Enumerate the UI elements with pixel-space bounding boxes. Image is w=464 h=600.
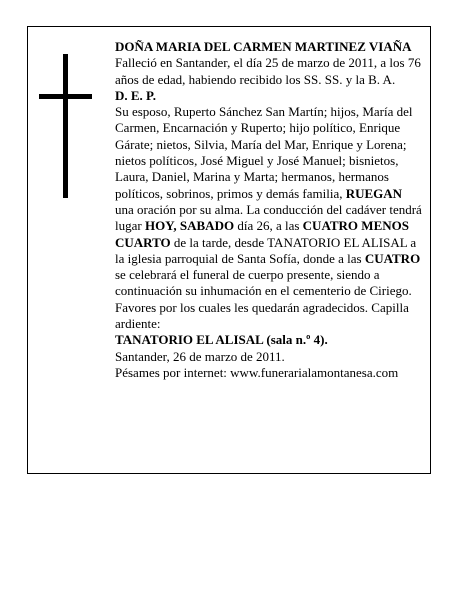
day-text: día 26, a las [234, 218, 303, 234]
hoy-sabado-text: HOY, SABADO [144, 218, 235, 234]
dep-text: D. E. P. [115, 87, 157, 103]
death-announcement: Falleció en Santander, el día 25 de marzo de 2011, a los 76 años de edad, habiendo recibido los SS. SS. y la B. A. [115, 55, 421, 87]
family-paragraph [115, 104, 423, 332]
prayer-text: una oración por su alma. La conducción del cadáver tendrá lugar [115, 201, 422, 234]
condolences-line: Pésames por internet: www.funerarialamontanesa.com [115, 364, 399, 380]
chapel-text: TANATORIO EL ALISAL (sala n.º 4). [115, 332, 328, 348]
date-line: Santander, 26 de marzo de 2011. [115, 348, 285, 364]
notice-text [115, 39, 423, 381]
dep-line [115, 88, 423, 104]
cross-icon [39, 54, 92, 198]
chapel-line [115, 332, 423, 348]
afternoon-text: de la tarde, desde TANATORIO EL ALISAL a la iglesia parroquial de Santa Sofía, donde a las [115, 234, 417, 266]
family-list: Su esposo, Ruperto Sánchez San Martín; hijos, María del Carmen, Encarnación y Ruperto; hijo político, Enrique Gárate; nietos, Silvia, María del Mar, Enrique y Lorena; nietos políticos, José Miguel y José Manuel; bisnietos, Laura, Daniel, Marina y Marta; hermanos, hermanos políticos, sobrinos, primos y demás familia, [115, 104, 413, 201]
obituary-notice [27, 26, 431, 474]
time-text: CUATRO MENOS CUARTO [115, 218, 409, 250]
funeral-text: se celebrará el funeral de cuerpo presente, siendo a continuación su inhumación en el cementerio de Ciriego. Favores por los cuales les quedarán agradecidos. Capilla ardiente: [115, 267, 412, 332]
cuatro-text: CUATRO [364, 250, 421, 266]
ruegan-text: RUEGAN [345, 185, 403, 201]
deceased-name: DOÑA MARIA DEL CARMEN MARTINEZ VIAÑA [115, 39, 412, 54]
